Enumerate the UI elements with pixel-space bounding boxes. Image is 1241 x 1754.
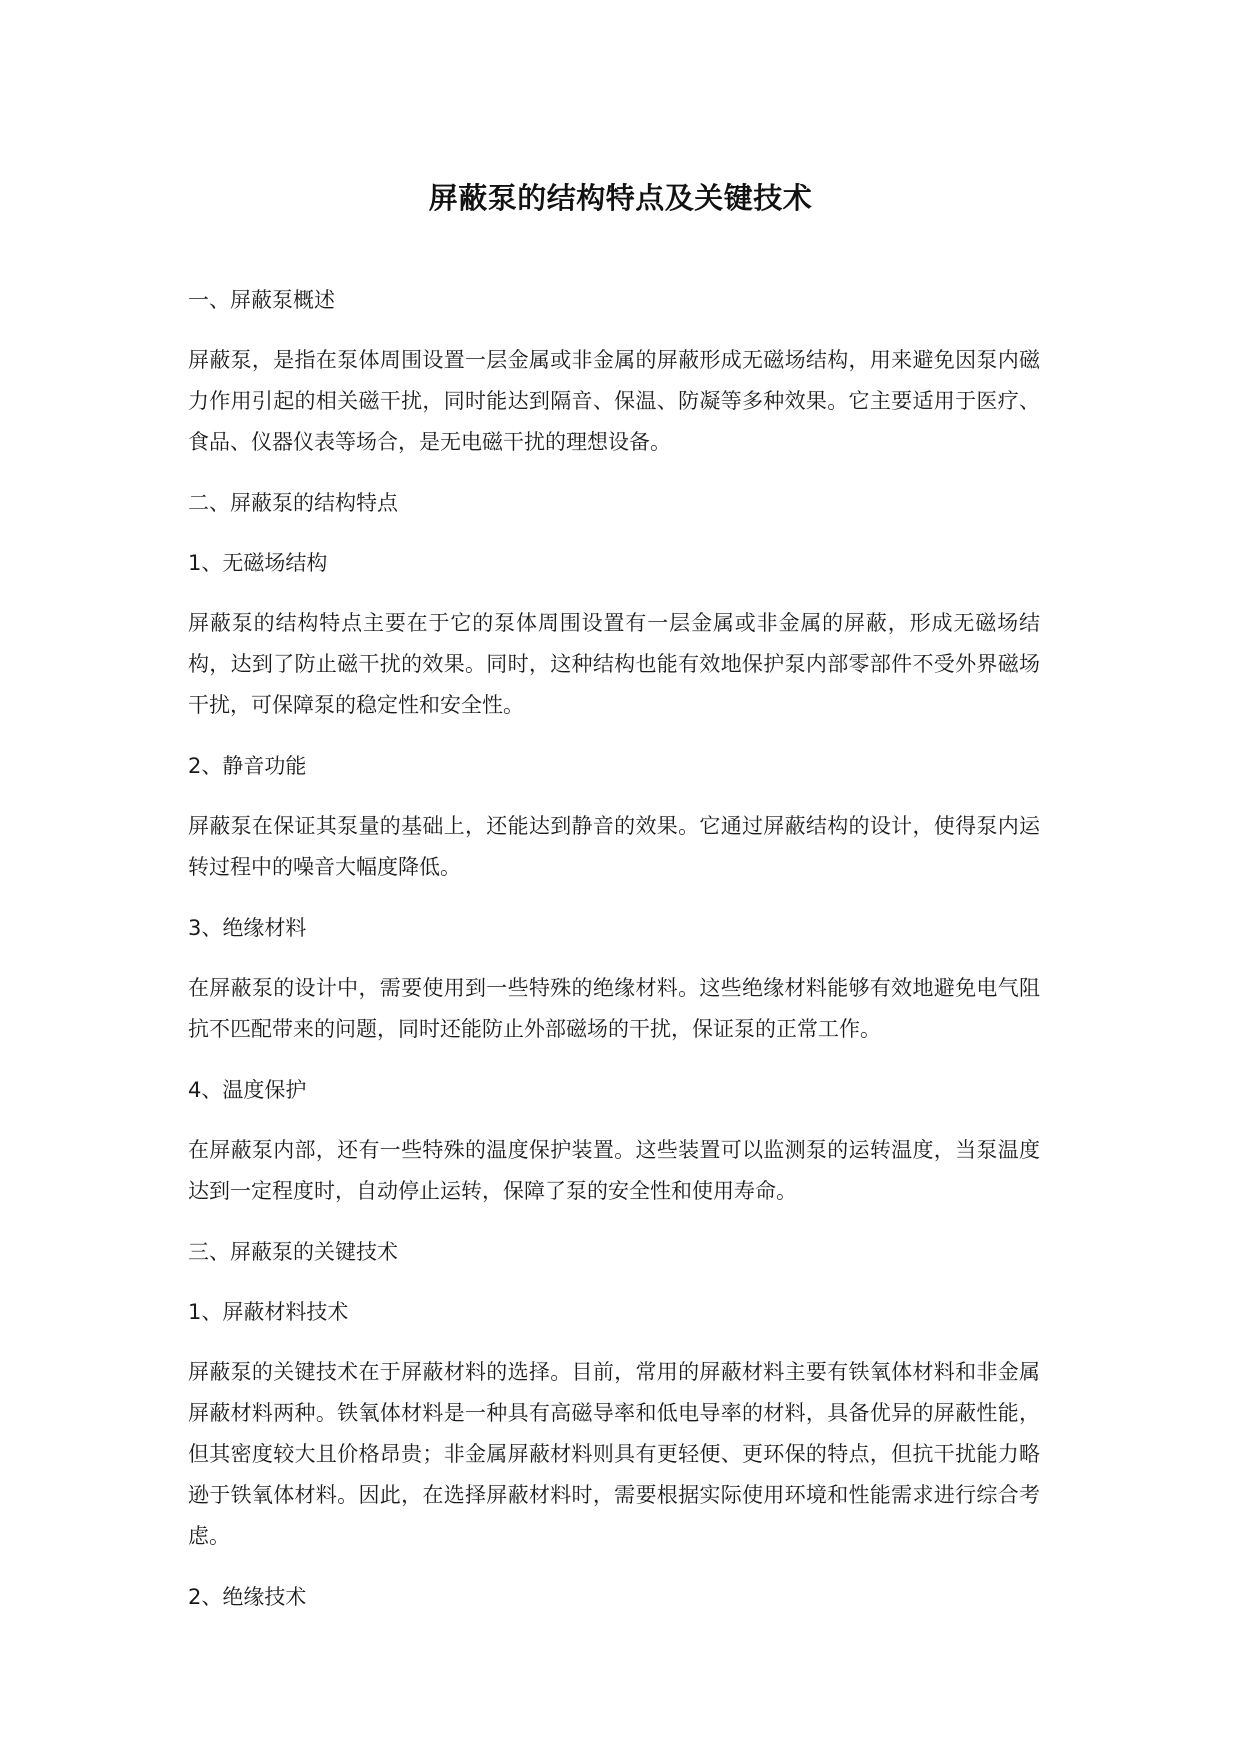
paragraph-silent-function: 屏蔽泵在保证其泵量的基础上，还能达到静音的效果。它通过屏蔽结构的设计，使得泵内运转过程中的噪音大幅度降低。 bbox=[188, 814, 1040, 879]
paragraph-nonmagnetic-structure: 屏蔽泵的结构特点主要在于它的泵体周围设置有一层金属或非金属的屏蔽，形成无磁场结构，达到了防止磁干扰的效果。同时，这种结构也能有效地保护泵内部零部件不受外界磁场干扰，可保障泵的稳定性和安全性。 bbox=[188, 611, 1040, 717]
subheading-silent-function: 2、静音功能 bbox=[188, 754, 307, 778]
subheading-shielding-material-tech: 1、屏蔽材料技术 bbox=[188, 1300, 349, 1324]
paragraph-insulation-material: 在屏蔽泵的设计中，需要使用到一些特殊的绝缘材料。这些绝缘材料能够有效地避免电气阻抗不匹配带来的问题，同时还能防止外部磁场的干扰，保证泵的正常工作。 bbox=[188, 976, 1040, 1041]
subheading-nonmagnetic-structure: 1、无磁场结构 bbox=[188, 551, 328, 575]
paragraph-shielding-material-tech: 屏蔽泵的关键技术在于屏蔽材料的选择。目前，常用的屏蔽材料主要有铁氧体材料和非金属屏蔽材料两种。铁氧体材料是一种具有高磁导率和低电导率的材料，具备优异的屏蔽性能，但其密度较大且价格昂贵；非金属屏蔽材料则具有更轻便、更环保的特点，但抗干扰能力略逊于铁氧体材料。因此，在选择屏蔽材料时，需要根据实际使用环境和性能需求进行综合考虑。 bbox=[188, 1360, 1040, 1548]
paragraph-temperature-protection: 在屏蔽泵内部，还有一些特殊的温度保护装置。这些装置可以监测泵的运转温度，当泵温度达到一定程度时，自动停止运转，保障了泵的安全性和使用寿命。 bbox=[188, 1138, 1040, 1203]
subheading-insulation-tech: 2、绝缘技术 bbox=[188, 1585, 307, 1609]
section-heading-structure: 二、屏蔽泵的结构特点 bbox=[188, 491, 398, 515]
subheading-insulation-material: 3、绝缘材料 bbox=[188, 916, 307, 940]
document-body bbox=[188, 280, 1040, 1637]
document-title: 屏蔽泵的结构特点及关键技术 bbox=[428, 181, 813, 215]
section-heading-key-technology: 三、屏蔽泵的关键技术 bbox=[188, 1240, 398, 1264]
paragraph-overview: 屏蔽泵，是指在泵体周围设置一层金属或非金属的屏蔽形成无磁场结构，用来避免因泵内磁力作用引起的相关磁干扰，同时能达到隔音、保温、防凝等多种效果。它主要适用于医疗、食品、仪器仪表等场合，是无电磁干扰的理想设备。 bbox=[188, 348, 1040, 454]
subheading-temperature-protection: 4、温度保护 bbox=[188, 1078, 307, 1102]
section-heading-overview: 一、屏蔽泵概述 bbox=[188, 288, 335, 312]
